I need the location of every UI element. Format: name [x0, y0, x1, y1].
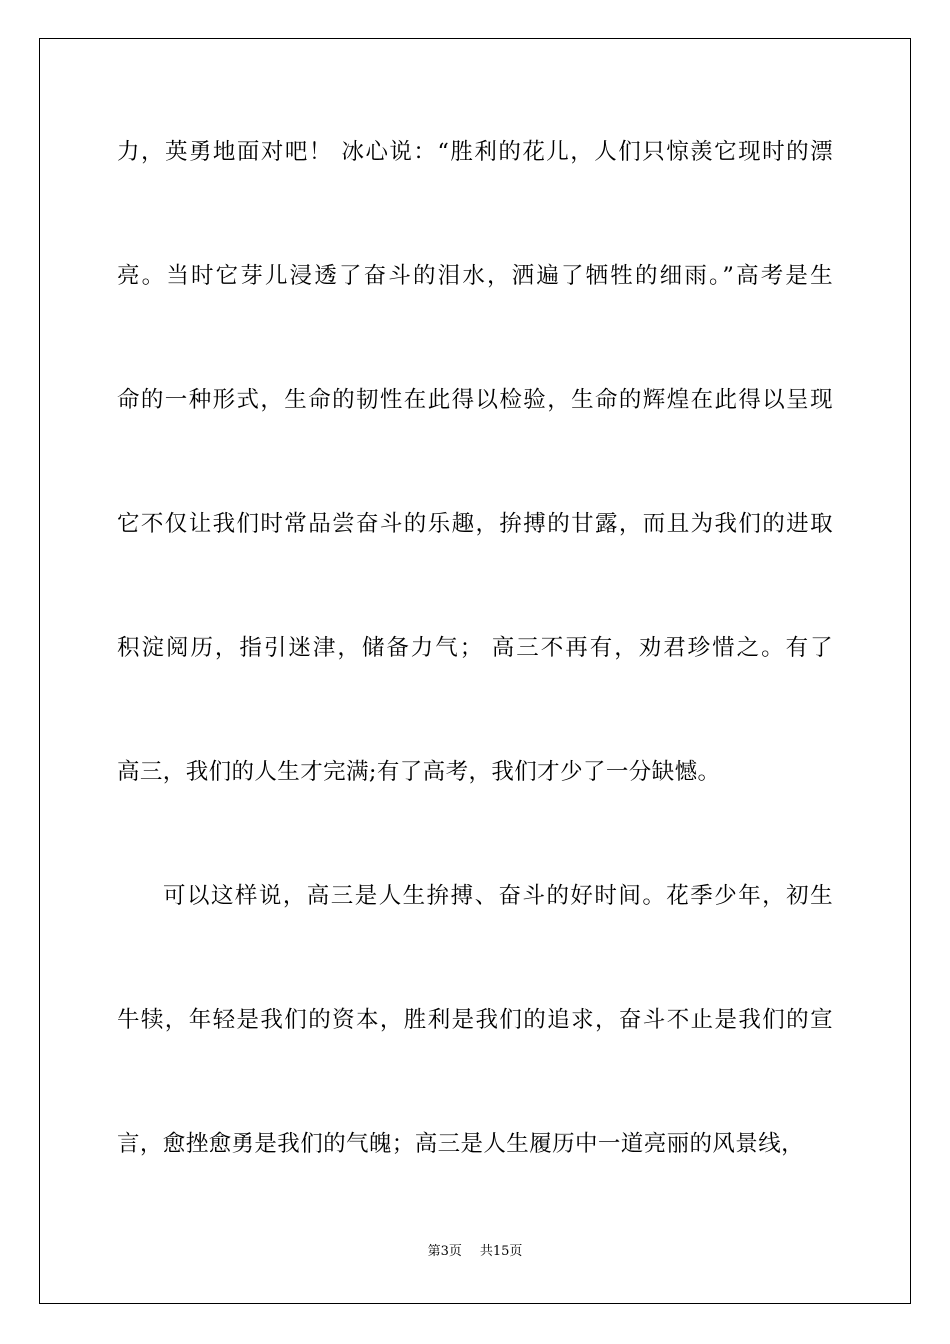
text-line: 力，英勇地面对吧！ 冰心说：“胜利的花儿，人们只惊羡它现时的漂: [117, 139, 833, 165]
text-line: 亮。当时它芽儿浸透了奋斗的泪水，洒遍了牺牲的细雨。”高考是生: [117, 263, 833, 289]
total-page-count: 共15页: [479, 1244, 523, 1259]
text-line: 牛犊，年轻是我们的资本，胜利是我们的追求，奋斗不止是我们的宣: [117, 1007, 833, 1033]
page-border: [39, 38, 911, 1304]
paragraph-first-line: 可以这样说，高三是人生拚搏、奋斗的好时间。花季少年，初生: [163, 883, 833, 909]
text-line: 积淀阅历，指引迷津，储备力气； 高三不再有，劝君珍惜之。有了: [117, 635, 833, 661]
page-footer: [0, 1242, 950, 1262]
text-line: 命的一种形式，生命的韧性在此得以检验，生命的辉煌在此得以呈现: [117, 387, 833, 413]
text-line: 言，愈挫愈勇是我们的气魄；高三是人生履历中一道亮丽的风景线，: [117, 1131, 805, 1157]
current-page-number: 第3页: [427, 1244, 462, 1259]
text-line: 它不仅让我们时常品尝奋斗的乐趣，拚搏的甘露，而且为我们的进取: [117, 511, 833, 537]
text-line: 高三，我们的人生才完满;有了高考，我们才少了一分缺憾。: [117, 759, 721, 785]
